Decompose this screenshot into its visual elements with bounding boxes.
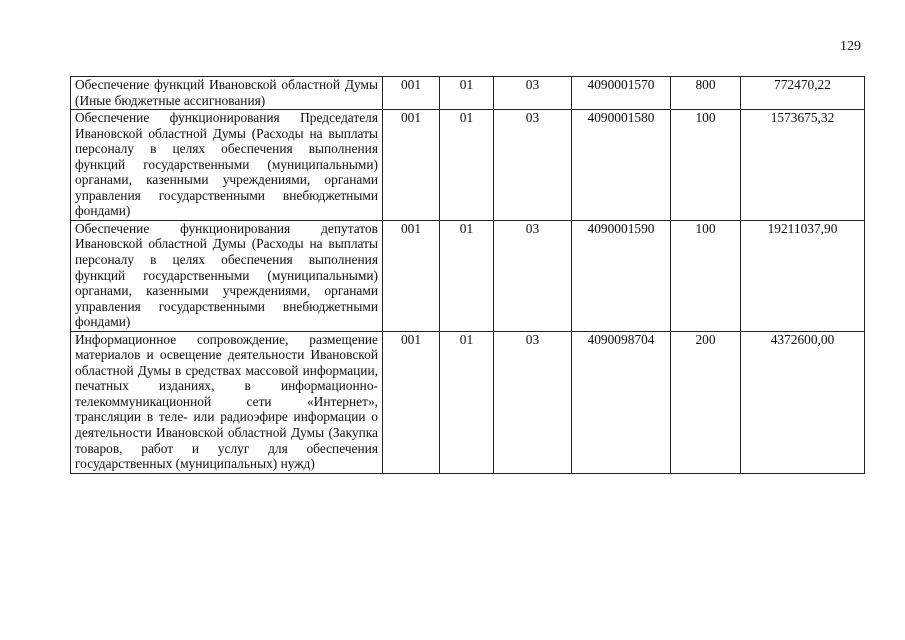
ministry-code: 001 — [383, 331, 440, 473]
target-article-code: 4090001570 — [572, 77, 671, 110]
row-description: Обеспечение функций Ивановской областной Думы (Иные бюджетные ассигнования) — [71, 77, 383, 110]
row-description: Информационное сопровождение, размещение материалов и освещение деятельности Ивановской областной Думы в средствах массовой информации, печатных изданиях, в информационно-телекоммуникационной сети «Интернет», трансляции в теле- или радиоэфире информации о деятельности Ивановской областной Думы (Закупка товаров, работ и услуг для обеспечения государственных (муниципальных) нужд) — [71, 331, 383, 473]
page-number: 129 — [840, 39, 861, 54]
target-article-code: 4090001590 — [572, 220, 671, 331]
target-article-code: 4090001580 — [572, 110, 671, 221]
ministry-code: 001 — [383, 77, 440, 110]
subsection-code: 03 — [494, 110, 572, 221]
section-code: 01 — [440, 220, 494, 331]
expense-type-code: 100 — [671, 110, 741, 221]
row-description: Обеспечение функционирования Председателя Ивановской областной Думы (Расходы на выплаты персоналу в целях обеспечения выполнения функций государственными (муниципальными) органами, казенными учреждениями, органами управления государственными внебюджетными фондами) — [71, 110, 383, 221]
section-code: 01 — [440, 110, 494, 221]
ministry-code: 001 — [383, 110, 440, 221]
amount: 19211037,90 — [741, 220, 865, 331]
table-row — [71, 331, 865, 473]
amount: 772470,22 — [741, 77, 865, 110]
expense-type-code: 100 — [671, 220, 741, 331]
subsection-code: 03 — [494, 220, 572, 331]
budget-table — [70, 76, 865, 474]
table-row — [71, 220, 865, 331]
expense-type-code: 200 — [671, 331, 741, 473]
expense-type-code: 800 — [671, 77, 741, 110]
amount: 4372600,00 — [741, 331, 865, 473]
subsection-code: 03 — [494, 77, 572, 110]
table-row — [71, 110, 865, 221]
section-code: 01 — [440, 77, 494, 110]
subsection-code: 03 — [494, 331, 572, 473]
target-article-code: 4090098704 — [572, 331, 671, 473]
table-row — [71, 77, 865, 110]
section-code: 01 — [440, 331, 494, 473]
amount: 1573675,32 — [741, 110, 865, 221]
row-description: Обеспечение функционирования депутатов Ивановской областной Думы (Расходы на выплаты персоналу в целях обеспечения выполнения функций государственными (муниципальными) органами, казенными учреждениями, органами управления государственными внебюджетными фондами) — [71, 220, 383, 331]
ministry-code: 001 — [383, 220, 440, 331]
